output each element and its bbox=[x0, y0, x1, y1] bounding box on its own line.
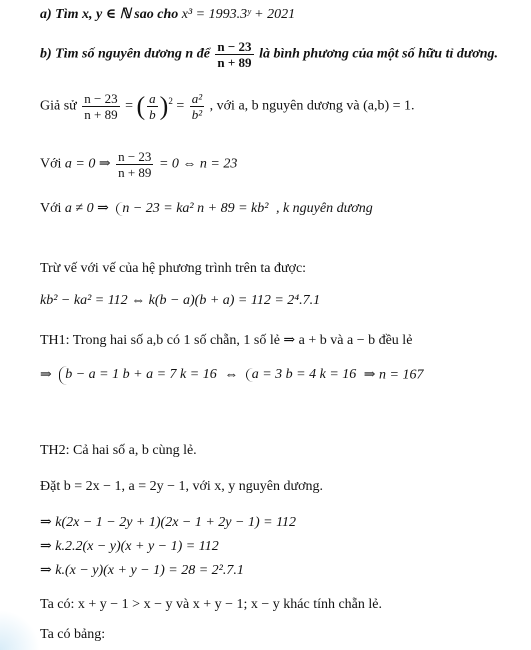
assume-eq-1: = bbox=[125, 98, 133, 114]
assume-fraction-3 bbox=[190, 92, 204, 121]
th1-right-row-2: b = 4 bbox=[285, 367, 317, 383]
th2-text: TH2: Cả hai số a, b cùng lẻ. bbox=[40, 443, 197, 458]
case-nonzero-pre: Với bbox=[40, 201, 62, 217]
assume-a2: a² bbox=[191, 91, 203, 106]
th1-system-line bbox=[40, 366, 423, 385]
assume-line: Giả sử $\frac{n - 23}{n + 89}$ = ( $\frac{a}{b}$ )$^2$ = $\frac{\text{a²}}{\text{b²}}$ , với a, b nguyên dương và (a,b) = 1. bbox=[40, 91, 415, 122]
part-b-den: n + 89 bbox=[217, 55, 252, 70]
case-zero-cond: a = 0 ⇒ bbox=[64, 156, 111, 172]
th1-left-row-3: k = 16 bbox=[180, 367, 217, 382]
decorative-corner bbox=[0, 610, 40, 650]
equation-line-3: ⇒ k.(x − y)(x + y − 1) = 28 = 2².7.1 bbox=[40, 563, 244, 578]
part-b-fraction bbox=[215, 40, 253, 69]
assume-a: a bbox=[149, 91, 156, 106]
case-zero-pre: Với bbox=[40, 156, 62, 172]
taco-line-2: Ta có bảng: bbox=[40, 627, 106, 642]
part-b bbox=[40, 40, 498, 69]
assume-tail: , với a, b nguyên dương và (a,b) = 1. bbox=[209, 98, 415, 114]
assume-den-1: n + 89 bbox=[84, 107, 118, 122]
case-zero-den: n + 89 bbox=[118, 165, 152, 180]
taco-line-1: Ta có: x + y − 1 > x − y và x + y − 1; x − y khác tính chẵn lẻ. bbox=[40, 597, 383, 612]
part-a bbox=[40, 8, 295, 22]
case-nonzero-row-2: n + 89 = kb² bbox=[197, 201, 269, 216]
case-zero-line bbox=[40, 150, 237, 179]
assume-fraction-2 bbox=[147, 92, 158, 121]
assume-num-1: n − 23 bbox=[84, 91, 118, 106]
case-zero-tail: = 0 ⇔ n = 23 bbox=[158, 156, 238, 172]
assume-pre: Giả sử bbox=[40, 98, 77, 114]
case-nonzero-line bbox=[40, 202, 373, 216]
case-nonzero-row-1: n − 23 = ka² bbox=[122, 201, 194, 216]
th1-system-left bbox=[59, 366, 216, 385]
part-a-eq: x³ = 1993.3ʸ + 2021 bbox=[181, 7, 296, 22]
part-b-label: b) Tìm số nguyên dương n để bbox=[40, 46, 210, 62]
subtract-text: Trừ vế với vế của hệ phương trình trên ta được: bbox=[40, 261, 307, 276]
set-text: Đặt b = 2x − 1, a = 2y − 1, với x, y nguyên dương. bbox=[40, 479, 324, 494]
left-paren: ( bbox=[136, 91, 146, 121]
th1-arrow: ⇒ bbox=[40, 367, 52, 383]
th1-result: ⇒ n = 167 bbox=[363, 367, 424, 383]
case-zero-fraction bbox=[116, 150, 153, 179]
assume-b2: b² bbox=[191, 107, 203, 122]
equation-line-2: ⇒ k.2.2(x − y)(x + y − 1) = 112 bbox=[40, 539, 219, 554]
subtract-equation: kb² − ka² = 112 ⇔ k(b − a)(b + a) = 112 = 2⁴.7.1 bbox=[40, 293, 321, 308]
case-nonzero-system bbox=[116, 202, 268, 216]
right-paren: ) bbox=[159, 91, 169, 121]
part-b-num: n − 23 bbox=[217, 39, 252, 54]
assume-eq-2: = bbox=[176, 98, 185, 114]
th1-right-row-3: k = 16 bbox=[319, 367, 357, 383]
th1-text: TH1: Trong hai số a,b có 1 số chẵn, 1 số lẻ ⇒ a + b và a − b đều lẻ bbox=[40, 333, 413, 348]
case-nonzero-tail: , k nguyên dương bbox=[275, 201, 373, 217]
part-b-tail: là bình phương của một số hữu tỉ dương. bbox=[259, 46, 499, 62]
assume-fraction-1 bbox=[82, 92, 119, 121]
th1-equiv: ⇔ bbox=[224, 367, 239, 383]
case-zero-num: n − 23 bbox=[118, 149, 152, 164]
th1-left-row-1: b − a = 1 bbox=[65, 367, 120, 382]
part-a-mid: sao cho bbox=[134, 7, 179, 22]
equation-line-1: ⇒ k(2x − 1 − 2y + 1)(2x − 1 + 2y − 1) = 112 bbox=[40, 515, 297, 530]
part-a-label: a) Tìm bbox=[40, 7, 79, 22]
part-a-vars: x, y ∈ ℕ bbox=[82, 7, 131, 22]
assume-b: b bbox=[149, 107, 156, 122]
case-nonzero-cond: a ≠ 0 ⇒ bbox=[64, 201, 109, 217]
th1-system-right bbox=[246, 368, 357, 382]
th1-left-row-2: b + a = 7 bbox=[122, 367, 177, 382]
th1-right-row-1: a = 3 bbox=[251, 367, 283, 383]
